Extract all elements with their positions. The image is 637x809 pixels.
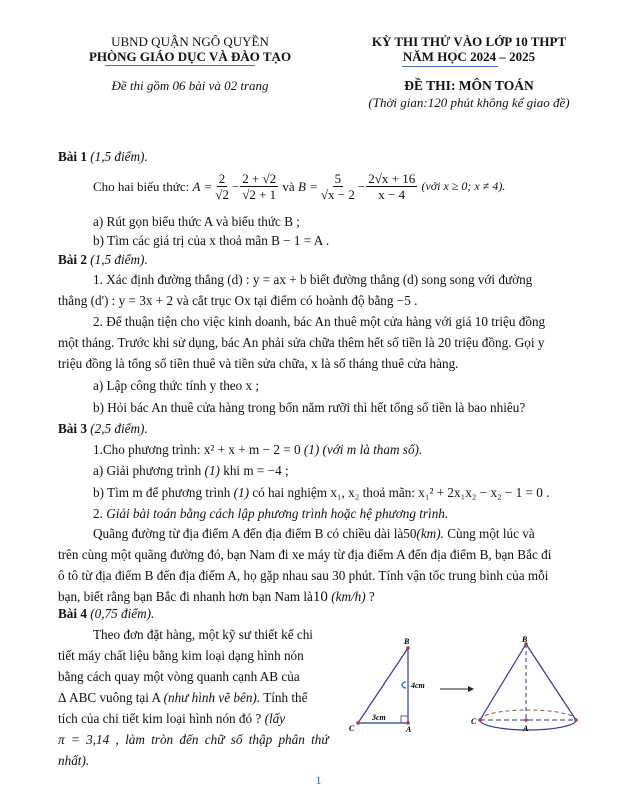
- label-c: C: [349, 724, 355, 732]
- edge-cb: [358, 648, 408, 723]
- bai4-text-italic: (như hình vẽ bên).: [163, 690, 261, 705]
- cone-figure: [340, 636, 620, 732]
- expr-B-label: B =: [297, 178, 318, 194]
- bai3-p2-heading: [93, 505, 448, 522]
- bai3-heading: [58, 420, 148, 437]
- bai2-p1-line1: 1. Xác định đường thẳng (d) : y = ax + b biết đường thẳng (d) song song với đường: [93, 272, 533, 287]
- bai4-line: π = 3,14 , làm tròn đến chữ số thập phân thứ: [58, 732, 329, 747]
- bai3-b-text: b) Tìm m để phương trình: [93, 485, 231, 500]
- speed-diff-value: 10: [312, 589, 328, 605]
- bai1-intro: Cho hai biểu thức:: [93, 178, 190, 194]
- bai3-p2-number: 2.: [93, 506, 103, 521]
- cone-point-edge: [574, 718, 578, 722]
- bai2-title: Bài 2: [58, 252, 87, 267]
- label-height: 4cm: [411, 681, 425, 690]
- cone-label-a: A: [523, 724, 529, 732]
- bai4-line: Theo đơn đặt hàng, một kỹ sư thiết kế chi: [93, 627, 313, 642]
- bai2-p2-line1: 2. Để thuận tiện cho việc kinh doanh, bác An thuê một cửa hàng với giá 10 triệu đồng: [93, 314, 546, 329]
- distance-unit: (km).: [416, 526, 444, 541]
- bai3-part-a: [93, 462, 289, 479]
- bai4-line: nhất).: [58, 753, 90, 768]
- cone-side-right: [526, 644, 576, 720]
- bai3-b-condition: có hai nghiệm x₁, x₂ thoả mãn: x₁² + 2x₁x₂ − x₂ − 1 = 0 .: [252, 485, 550, 500]
- bai1-condition: (với x ≥ 0; x ≠ 4).: [421, 178, 506, 193]
- bai1-title: Bài 1: [58, 149, 87, 164]
- exam-subject: ĐỀ THI: MÔN TOÁN: [404, 78, 534, 93]
- page-number: 1: [315, 773, 322, 787]
- text: Cùng một lúc và: [447, 526, 535, 541]
- bai2-points: (1,5 điểm).: [90, 252, 148, 267]
- bai2-part-b: b) Hỏi bác An thuê cửa hàng trong bốn năm rưỡi thì hết tổng số tiền là bao nhiêu?: [93, 400, 526, 415]
- exam-name: KỲ THI THỬ VÀO LỚP 10 THPT: [371, 34, 567, 49]
- bai3-title: Bài 3: [58, 421, 87, 436]
- label-b: B: [404, 637, 410, 646]
- bai3-a-text: a) Giải phương trình: [93, 463, 202, 478]
- bai4-text-span: Tính thể: [263, 690, 308, 705]
- school-year: NĂM HỌC 2024 – 2025: [402, 49, 536, 64]
- cone-label-b: B: [522, 636, 528, 644]
- question-mark: ?: [368, 589, 375, 604]
- bai4-points: (0,75 điểm).: [90, 606, 155, 621]
- bai1-expressions: Cho hai biểu thức: A = $\frac{2}{√2}$ − $\frac{2 + √2}{√2 + 1}$ và B = $\frac{5}{√x - 2}$ − $\frac{2√x + 16}{x - 4}$ (với x ≥ 0; x ≠ 4).: [93, 170, 506, 202]
- bai4-line: tiết máy chất liệu bằng kim loại dạng hình nón: [58, 648, 304, 663]
- header-right-underline: [402, 66, 498, 67]
- bai4-title: Bài 4: [58, 606, 87, 621]
- bai3-p1: [93, 441, 422, 458]
- bai3-p2-line4: [58, 588, 375, 606]
- bai2-p1-line2: thẳng (d') : y = 3x + 2 và cắt trục Ox tại điểm có hoành độ bằng −5 .: [58, 293, 418, 308]
- header-left: [60, 34, 320, 64]
- bai4-line: bằng cách quay một vòng quanh cạnh AB của: [58, 669, 300, 684]
- bai1-points: (1,5 điểm).: [90, 149, 148, 164]
- bai1-heading: [58, 148, 148, 165]
- bai3-b-ref: (1): [233, 485, 250, 500]
- bai3-a-condition: khi m = −4 ;: [223, 463, 289, 478]
- label-radius: 3cm: [372, 713, 386, 722]
- bai2-p2-line2: một tháng. Trước khi sử dụng, bác An phải sửa chữa thêm hết số tiền là 20 triệu đồng. Gọi y: [58, 335, 545, 350]
- header-left-underline: [105, 65, 255, 66]
- exam-pages-note: Đề thi gồm 06 bài và 02 trang: [111, 78, 269, 93]
- bai3-equation: 1.Cho phương trình: x² + x + m − 2 = 0: [93, 442, 301, 457]
- expr-B-fraction-1: $\frac{5}{√x - 2}$: [320, 170, 355, 202]
- bai2-heading: [58, 251, 148, 268]
- point-c: [356, 721, 360, 725]
- expr-A-fraction-2: $\frac{2 + √2}{√2 + 1}$: [242, 170, 277, 202]
- bai2-part-a: a) Lập công thức tính y theo x ;: [93, 378, 260, 393]
- cone-base-back: [480, 710, 576, 720]
- cone-point-c: [478, 718, 482, 722]
- header-right: [320, 34, 618, 64]
- rotation-arrow-icon: [402, 682, 406, 688]
- bai3-p2-line2: trên cùng một quãng đường đó, bạn Nam đi xe máy từ địa điểm A đến địa điểm B, bạn Bắc đi: [58, 547, 552, 562]
- cone-point-a: [524, 718, 528, 722]
- bai3-equation-note: (1) (với m là tham số).: [303, 442, 423, 457]
- cone-side-left: [480, 644, 526, 720]
- bai1-part-b: b) Tìm các giá trị của x thoả mãn B − 1 = A .: [93, 233, 330, 248]
- bai3-p2-line1: [93, 525, 535, 542]
- bai3-p2-line3: ô tô từ địa điểm B đến địa điểm A, họ gặp nhau sau 30 phút. Tính vận tốc trung bình của mỗi: [58, 568, 549, 583]
- bai3-p2-title: Giải bài toán bằng cách lập phương trình hoặc hệ phương trình.: [106, 506, 449, 521]
- bai4-text-span: Δ ABC vuông tại A: [58, 690, 161, 705]
- bai2-p2-line3: triệu đồng là tổng số tiền thuê và tiền sửa chữa, x là số tháng thuê cửa hàng.: [58, 356, 459, 371]
- expr-A-label: A =: [192, 178, 213, 194]
- bai1-part-a: a) Rút gọn biểu thức A và biểu thức B ;: [93, 214, 300, 229]
- bai3-part-b: [93, 484, 549, 501]
- district-committee: UBND QUẬN NGÔ QUYỀN: [111, 34, 269, 49]
- bai4-text-italic: (lấy: [264, 711, 286, 726]
- speed-unit: (km/h): [331, 589, 366, 604]
- cone-label-c: C: [471, 717, 477, 726]
- bai1-and: và: [282, 178, 295, 194]
- cone: [471, 636, 578, 732]
- expr-A-fraction-1: $\frac{2}{√2}$: [215, 170, 229, 202]
- text: bạn, biết rằng bạn Bắc đi nhanh hơn bạn Nam là: [58, 589, 313, 604]
- bai4-text: [58, 624, 336, 771]
- text: Quãng đường từ địa điểm A đến địa điểm B có chiều dài là: [93, 526, 404, 541]
- bai3-points: (2,5 điểm).: [90, 421, 148, 436]
- bai4-heading: [58, 605, 154, 622]
- right-triangle: [349, 637, 425, 732]
- distance-value: 50: [403, 526, 417, 541]
- transform-arrow-icon: [440, 686, 474, 692]
- bai4-text-span: tích của chi tiết kim loại hình nón đó ?: [58, 711, 262, 726]
- bai3-a-ref: (1): [204, 463, 220, 478]
- education-department: PHÒNG GIÁO DỤC VÀ ĐÀO TẠO: [88, 49, 292, 64]
- exam-duration: (Thời gian:120 phút không kể giao đề): [368, 95, 570, 110]
- expr-B-fraction-2: $\frac{2√x + 16}{x - 4}$: [368, 170, 416, 202]
- label-a: A: [406, 725, 412, 732]
- point-b: [406, 646, 410, 650]
